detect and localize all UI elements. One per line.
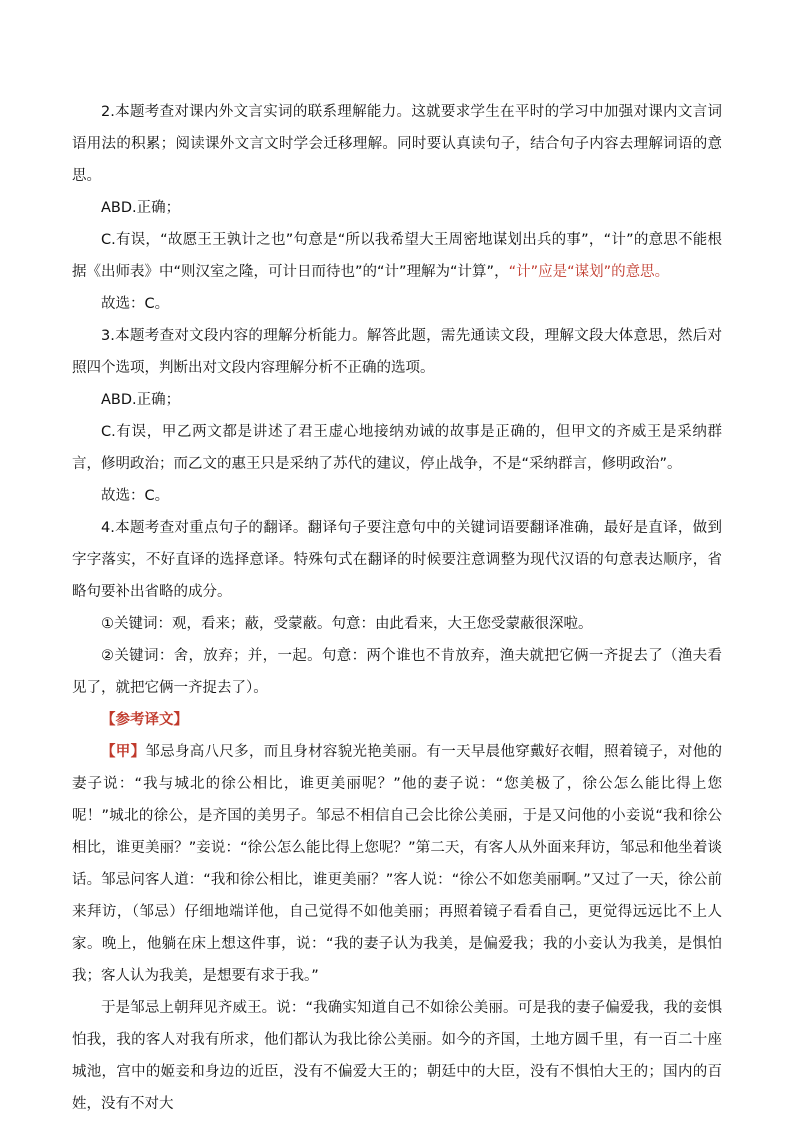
- document-page: [72, 96, 722, 1120]
- jia-label: 【甲】: [101, 744, 146, 760]
- q3-answer: 故选：C。: [101, 488, 170, 504]
- q4-explanation: 4.本题考查对重点句子的翻译。翻译句子要注意句中的关键词语要翻译准确，最好是直译，做到字字落实，不好直译的选择意译。特殊句式在翻译的时候要注意调整为现代汉语的句意表达顺序，省略句要补出省略的成分。: [72, 520, 722, 600]
- q4-item-2: ②关键词：舍，放弃；并，一起。句意：两个谁也不肯放弃，渔夫就把它俩一齐捉去了（渔夫看见了，就把它俩一齐捉去了）。: [72, 648, 722, 696]
- q3-c: C.有误，甲乙两文都是讲述了君王虚心地接纳劝诫的故事是正确的，但甲文的齐威王是采纳群言，修明政治；而乙文的惠王只是采纳了苏代的建议，停止战争，不是“采纳群言，修明政治”。: [72, 424, 722, 472]
- q2-c-highlight: “计”应是“谋划”的意思。: [508, 264, 670, 280]
- reference-translation-label: 【参考译文】: [101, 712, 188, 728]
- q3-explanation: 3.本题考查对文段内容的理解分析能力。解答此题，需先通读文段，理解文段大体意思，然后对照四个选项，判断出对文段内容理解分析不正确的选项。: [72, 328, 722, 376]
- q3-abd: ABD.正确；: [101, 392, 181, 408]
- jia-text: 邹忌身高八尺多，而且身材容貌光艳美丽。有一天早晨他穿戴好衣帽，照着镜子，对他的妻子说：“我与城北的徐公相比，谁更美丽呢？”他的妻子说：“您美极了，徐公怎么能比得上您呢！”城北的徐公，是齐国的美男子。邹忌不相信自己会比徐公美丽，于是又问他的小妾说“我和徐公相比，谁更美丽？”妾说：“徐公怎么能比得上您呢？”第二天，有客人从外面来拜访，邹忌和他坐着谈话。邹忌问客人道：“我和徐公相比，谁更美丽？”客人说：“徐公不如您美丽啊。”又过了一天，徐公前来拜访，（邹忌）仔细地端详他，自己觉得不如他美丽；再照着镜子看看自己，更觉得远远比不上人家。晚上，他躺在床上想这件事，说：“我的妻子认为我美，是偏爱我；我的小妾认为我美，是惧怕我；客人认为我美，是想要有求于我。”: [72, 744, 723, 984]
- q2-answer: 故选：C。: [101, 296, 170, 312]
- q2-c-text: C.有误，“故愿王王孰计之也”句意是“所以我希望大王周密地谋划出兵的事”，“计”的意思不能根据《出师表》中“则汉室之隆，可计日而待也”的“计”理解为“计算”，: [72, 232, 722, 280]
- translation-jia: [72, 736, 722, 992]
- q2-explanation: 2.本题考查对课内外文言实词的联系理解能力。这就要求学生在平时的学习中加强对课内文言词语用法的积累；阅读课外文言文时学会迁移理解。同时要认真读句子，结合句子内容去理解词语的意思。: [72, 104, 722, 184]
- translation-jia-continued: 于是邹忌上朝拜见齐威王。说：“我确实知道自己不如徐公美丽。可是我的妻子偏爱我，我的妾惧怕我，我的客人对我有所求，他们都认为我比徐公美丽。如今的齐国，土地方圆千里，有一百二十座城池，宫中的姬妾和身边的近臣，没有不偏爱大王的；朝廷中的大臣，没有不惧怕大王的；国内的百姓，没有不对大: [72, 1000, 722, 1112]
- q4-item-1: ①关键词：观，看来；蔽，受蒙蔽。句意：由此看来，大王您受蒙蔽很深啦。: [101, 616, 593, 632]
- q2-c: [72, 224, 722, 288]
- q2-abd: ABD.正确；: [101, 200, 181, 216]
- reference-translation-heading: [72, 704, 722, 736]
